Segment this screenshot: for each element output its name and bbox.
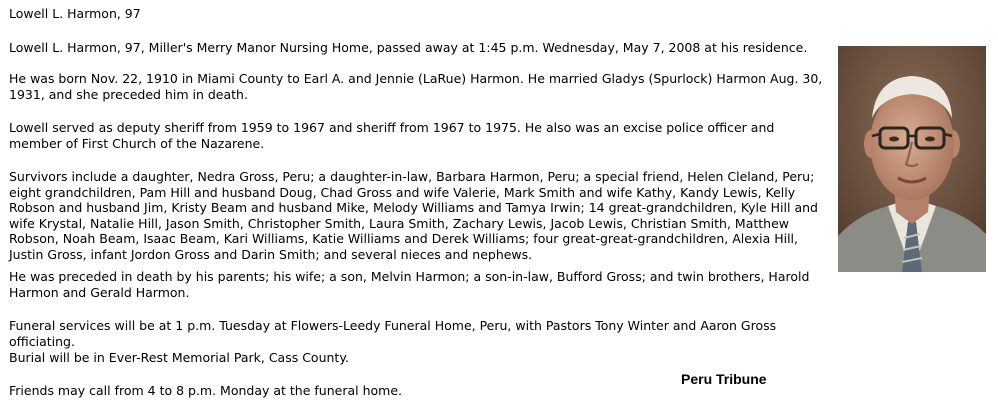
obituary-paragraph-death: Lowell L. Harmon, 97, Miller's Merry Manor Nursing Home, passed away at 1:45 p.m. Wednesday, May 7, 2008 at his residence.	[9, 40, 808, 55]
newspaper-source: Peru Tribune	[681, 371, 767, 387]
portrait-photo	[838, 46, 986, 272]
obituary-paragraph-survivors: Survivors include a daughter, Nedra Gross, Peru; a daughter-in-law, Barbara Harmon, Peru; a special friend, Helen Cleland, Peru; eight grandchildren, Pam Hill and husband Doug, Chad Gross and wife Valerie, Mark Smith and wife Kathy, Kandy Lewis, Kelly Robson and husband Jim, Kristy Beam and husband Mike, Melody Williams and Tamya Irwin; 14 great-grandchildren, Kyle Hill and wife Krystal, Natalie Hill, Jason Smith, Christopher Smith, Laura Smith, Zachary Lewis, Jacob Lewis, Christian Smith, Matthew Robson, Noah Beam, Isaac Beam, Kari Williams, Katie Williams and Derek Williams; four great-great-grandchildren, Alexia Hill, Justin Gross, infant Jordon Gross and Darin Smith; and several nieces and nephews.	[9, 169, 818, 262]
obituary-paragraph-birth: He was born Nov. 22, 1910 in Miami County to Earl A. and Jennie (LaRue) Harmon. He married Gladys (Spurlock) Harmon Aug. 30, 1931, and she preceded him in death.	[9, 71, 823, 102]
obituary-paragraph-funeral: Funeral services will be at 1 p.m. Tuesday at Flowers-Leedy Funeral Home, Peru, with Pastors Tony Winter and Aaron Gross officiating.	[9, 318, 777, 349]
obituary-paragraph-career: Lowell served as deputy sheriff from 1959 to 1967 and sheriff from 1967 to 1975. He also was an excise police officer and member of First Church of the Nazarene.	[9, 120, 775, 151]
obituary-title: Lowell L. Harmon, 97	[9, 6, 141, 21]
obituary-paragraph-visitation: Friends may call from 4 to 8 p.m. Monday at the funeral home.	[9, 383, 402, 398]
obituary-paragraph-preceded: He was preceded in death by his parents; his wife; a son, Melvin Harmon; a son-in-law, Bufford Gross; and twin brothers, Harold Harmon and Gerald Harmon.	[9, 269, 810, 300]
obituary-paragraph-burial: Burial will be in Ever-Rest Memorial Park, Cass County.	[9, 350, 349, 365]
